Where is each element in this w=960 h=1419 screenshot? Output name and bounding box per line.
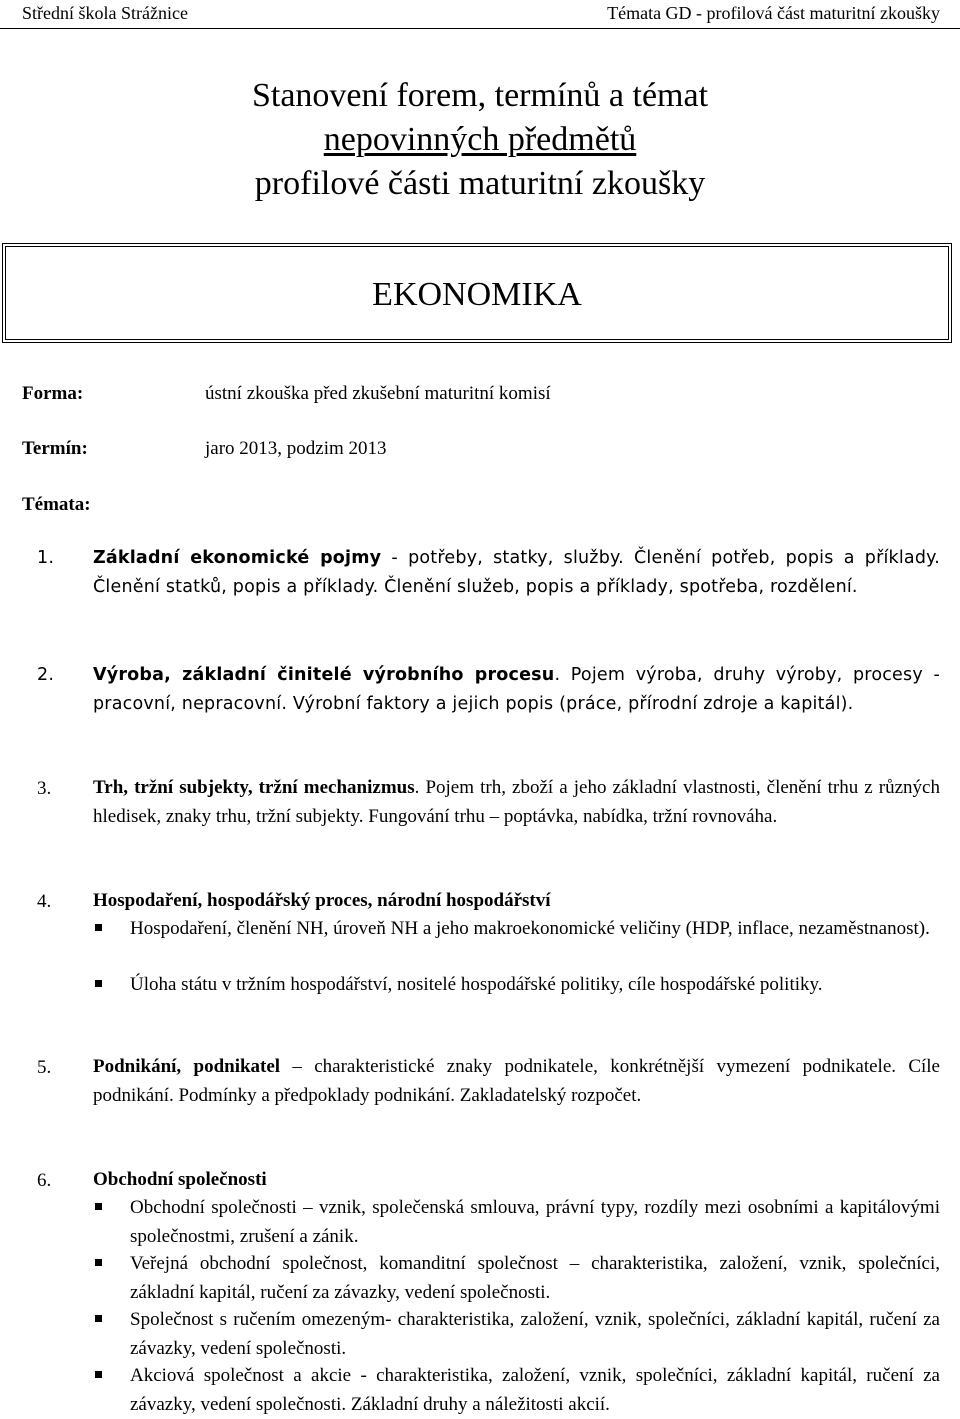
topic-body: – charakteristické znaky podnikatele, konkrétnější vymezení podnikatele. Cíle podnikání. Podmínky a předpoklady podnikání. Zakladatelský rozpočet. bbox=[93, 1056, 940, 1106]
topic-text bbox=[93, 544, 940, 601]
document-title: Témata GD - profilová část maturitní zkoušky bbox=[607, 3, 940, 23]
square-bullet-icon bbox=[95, 1315, 102, 1322]
page-title bbox=[0, 74, 960, 206]
title-line-3: profilové části maturitní zkoušky bbox=[254, 165, 706, 202]
topic-number: 4. bbox=[37, 891, 52, 912]
page-header bbox=[0, 0, 960, 28]
topic-heading: Základní ekonomické pojmy bbox=[93, 548, 382, 568]
school-name: Střední škola Strážnice bbox=[22, 3, 188, 23]
title-line-2: nepovinných předmětů bbox=[323, 121, 637, 158]
topic-text bbox=[93, 1053, 940, 1110]
topic-body: . Pojem výroba, druhy výroby, procesy - pracovní, nepracovní. Výrobní faktory a jejich popis (práce, přírodní zdroje a kapitál). bbox=[93, 665, 940, 714]
topic-number: 1. bbox=[37, 548, 55, 568]
bullet-text: Úloha státu v tržním hospodářství, nositelé hospodářské politiky, cíle hospodářské politiky. bbox=[130, 974, 823, 995]
topic-number: 2. bbox=[37, 665, 55, 685]
termin-value: jaro 2013, podzim 2013 bbox=[205, 438, 387, 459]
bullet-text: Akciová společnost a akcie - charakteristika, založení, vznik, společníci, základní kapitál, ručení za závazky, vedení společnosti. Základní druhy a náležitosti akcií. bbox=[130, 1365, 940, 1415]
title-line-1: Stanovení forem, termínů a témat bbox=[251, 77, 709, 114]
bullet-text: Veřejná obchodní společnost, komanditní společnost – charakteristika, založení, vznik, společníci, základní kapitál, ručení za závazky, vedení společnosti. bbox=[130, 1253, 940, 1303]
forma-value: ústní zkouška před zkušební maturitní komisí bbox=[205, 383, 551, 404]
square-bullet-icon bbox=[95, 924, 102, 931]
subject-name: EKONOMIKA bbox=[372, 276, 582, 313]
topic-text bbox=[93, 774, 940, 831]
header-rule bbox=[0, 28, 960, 29]
topic-heading: Podnikání, podnikatel bbox=[93, 1056, 281, 1077]
square-bullet-icon bbox=[95, 1203, 102, 1210]
bullet-text: Společnost s ručením omezeným- charakteristika, založení, vznik, společníci, základní kapitál, ručení za závazky, vedení společnosti. bbox=[130, 1309, 940, 1359]
topic-number: 5. bbox=[37, 1057, 52, 1078]
topic-heading: Obchodní společnosti bbox=[93, 1169, 267, 1190]
square-bullet-icon bbox=[95, 1259, 102, 1266]
topic-heading: Hospodaření, hospodářský proces, národní hospodářství bbox=[93, 890, 551, 911]
square-bullet-icon bbox=[95, 1371, 102, 1378]
subject-box bbox=[2, 243, 952, 343]
topic-number: 6. bbox=[37, 1170, 52, 1191]
topic-heading: Výroba, základní činitelé výrobního procesu bbox=[93, 665, 555, 685]
topic-heading: Trh, tržní subjekty, tržní mechanizmus bbox=[93, 777, 415, 798]
topic-body: . Pojem trh, zboží a jeho základní vlastnosti, členění trhu z různých hledisek, znaky trhu, tržní subjekty. Fungování trhu – poptávka, nabídka, tržní rovnováha. bbox=[93, 777, 940, 827]
topic-text bbox=[93, 661, 940, 718]
forma-label: Forma: bbox=[22, 383, 84, 404]
termin-label: Termín: bbox=[22, 438, 88, 459]
square-bullet-icon bbox=[95, 980, 102, 987]
temata-label: Témata: bbox=[22, 494, 91, 515]
bullet-text: Obchodní společnosti – vznik, společenská smlouva, právní typy, rozdíly mezi osobními a kapitálovými společnostmi, zrušení a zánik. bbox=[130, 1197, 940, 1247]
topic-body: - potřeby, statky, služby. Členění potřeb, popis a příklady. Členění statků, popis a příklady. Členění služeb, popis a příklady, spotřeba, rozdělení. bbox=[93, 548, 940, 597]
topic-number: 3. bbox=[37, 778, 52, 799]
bullet-text: Hospodaření, členění NH, úroveň NH a jeho makroekonomické veličiny (HDP, inflace, nezaměstnanost). bbox=[130, 918, 930, 939]
